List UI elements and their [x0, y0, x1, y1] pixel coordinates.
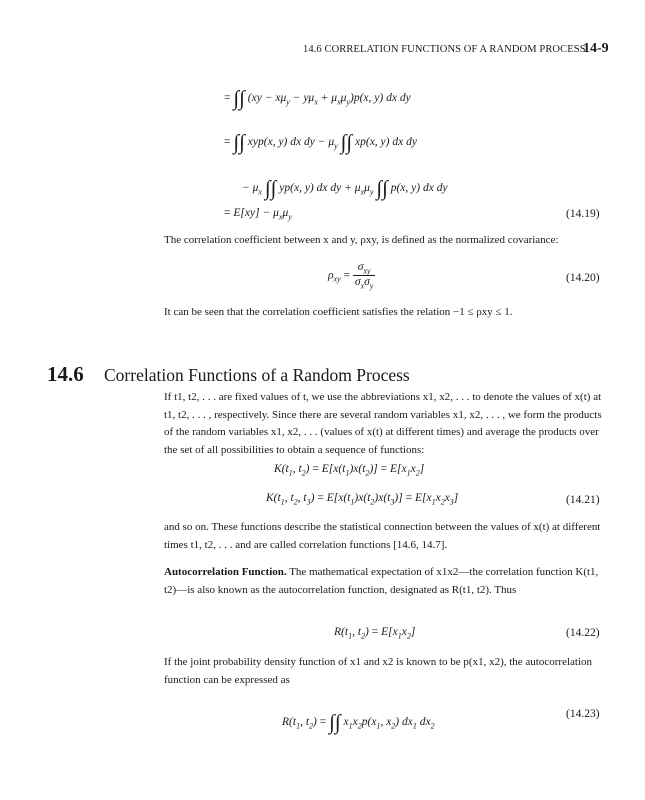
equation-line-3: − $\mu_x$ ∫∫ yp(x, y) dx dy + $\mu_x\mu_y$ ∫∫ p(x, y) dx dy: [242, 176, 448, 200]
equation-k-three-times: $K(t_1$, $t_2$, $t_3) = E[x(t_1)x(t_2)x(t_3)] = E[x_1x_2x_3]$: [266, 492, 459, 507]
paragraph-correlation-relation: It can be seen that the correlation coefficient satisfies the relation −1 ≤ ρxy ≤ 1.: [164, 306, 513, 318]
section-title: Correlation Functions of a Random Process: [104, 365, 410, 385]
paragraph-autocorrelation: [164, 564, 607, 599]
equation-number: (14.23): [566, 708, 600, 720]
equation-autocorrelation-integral: $R(t_1$, $t_2$) = ∫∫ $x_1x_2p(x_1$, $x_2$) $dx_1$ $dx_2$: [282, 710, 435, 734]
equation-correlation-coefficient: $\rho_{xy}$ = $\frac{\sigma_{xy}}{\sigma_x\sigma_y}$: [328, 261, 374, 291]
equation-k-two-times: $K(t_1$, $t_2) = E[x(t_1)x(t_2)] = E[x_1x_2]$: [274, 463, 425, 478]
section-number: 14.6: [47, 362, 84, 386]
paragraph-joint-density: If the joint probability density function of x1 and x2 is known to be p(x1, x2), the autocorrelation function can be expressed as: [164, 656, 592, 686]
equation-number: (14.21): [566, 494, 600, 506]
autocorrelation-heading: Autocorrelation Function.: [164, 566, 287, 578]
equation-line-4: = $E[xy] - \mu_x\mu_y$: [224, 207, 292, 222]
paragraph-correlation-functions: and so on. These functions describe the statistical connection between the values of x(t) at different times t1, t2, . . . and are called correlation functions [14.6, 14.7].: [164, 521, 601, 551]
equation-line-2: = ∫∫ xyp(x, y) dx dy − $\mu_y$ ∫∫ xp(x, y) dx dy: [224, 130, 417, 154]
equation-line-1: = ∫∫ $(xy - x\mu_y - y\mu_x + \mu_x\mu_y)p(x$, y) dx dy: [224, 86, 411, 110]
equation-autocorrelation-definition: $R(t_1$, $t_2) = E[x_1x_2]$: [334, 626, 416, 641]
paragraph-correlation-coefficient: The correlation coefficient between x and y, ρxy, is defined as the normalized covariance:: [164, 234, 559, 246]
equation-number: (14.19): [566, 208, 600, 220]
equation-number: (14.22): [566, 627, 600, 639]
paragraph-section-intro: If t1, t2, . . . are fixed values of t, we use the abbreviations x1, x2, . . . to denote the values of x(t) at t1, t2, . . . , respectively. Since there are several random variables x1, x2, . . . , we form the products of the random variables x1, x2, . . . (values of x(t) at different times) and average the products over the set of all possibilities to obtain a sequence of functions:: [164, 391, 602, 456]
page-number: 14-9: [583, 41, 609, 56]
autocorrelation-body: The mathematical expectation of x1x2—the correlation function K(t1, t2)—is also known as the autocorrelation function, designated as R(t1, t2). Thus: [164, 566, 599, 596]
running-header-title: 14.6 CORRELATION FUNCTIONS OF A RANDOM PROCESS: [303, 44, 586, 55]
equation-number: (14.20): [566, 272, 600, 284]
